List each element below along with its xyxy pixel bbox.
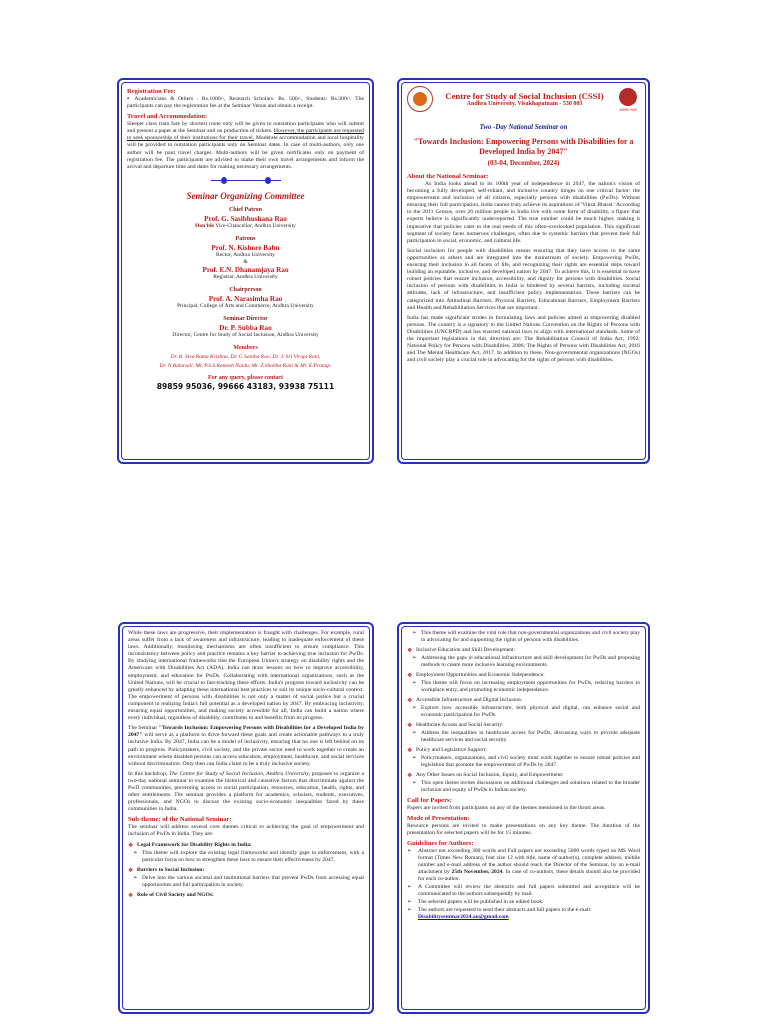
chief-patron-desc: Hon'ble Vice-Chancellor, Andhra University	[195, 222, 296, 229]
guideline-item: ➢ Abstract not exceeding 300 words and Full papers not exceeding 5000 words typed on MS Word format (Times New Roman), font size 12 with title, name of author(s), complete address, mobile number and e-mail address of the author should reach the Director of the Seminar, by an e-mail attachment by 25th November, 2024. In case of co-authors, these details should also be provided for each co-author.	[407, 848, 640, 883]
brochure-panel-themes	[397, 622, 650, 1014]
director-desc: Director, Centre for Study of Social Inclusion, Andhra University	[172, 331, 319, 338]
members-line-2: Dr. N.Babavali, Mr. P.S.S.Ramesh Naidu, Mr. Z.Shobha Rani & Mr. E.Pranup.	[159, 362, 332, 369]
seminar-type: Two -Day National Seminar on	[479, 124, 568, 131]
query-label: For any query, please contact	[207, 374, 284, 381]
guidelines-heading: Guidelines for Authors:	[407, 840, 474, 848]
members-role: Members	[233, 344, 258, 351]
subtheme-heading: Sub-theme: of the National Seminar:	[128, 816, 232, 824]
theme-item: ❖ Healthcare Access and Social Security:	[407, 722, 640, 729]
guidelines-list	[407, 848, 640, 921]
brochure-panel-organizing	[117, 78, 374, 464]
theme-description: ➢ This open theme invites discussions on additional challenges and solutions related to the broader inclusion and equity of PwDs in Indian society.	[407, 780, 640, 794]
mode-heading: Mode of Presentation:	[407, 815, 470, 823]
background-paragraph-1: While these laws are progressive, their implementation is fraught with challenges. For example, rural areas suffer from a lack of awareness and infrastructure, leading to inadequate enforcement of these laws. Additionally, monitoring mechanisms are often insufficient to ensure compliance. This inconsistency between policy and practice remains a key barrier to achieving true inclusion for PwDs. By studying international frameworks like the European Union's strategy on disability rights and the Americans with Disabilities Act (ADA), India can draw lessons on how to improve accessibility, employment, and education for PwDs. Collaborating with international organizations, such as the United Nations, will be crucial to fast-tracking these efforts. India's progress toward inclusivity can be greatly enhanced by adapting these international best practices to suit its unique socio-cultural context. The empowerment of persons with disabilities is not only a matter of social justice but a crucial component in realizing India's full potential as a developed nation by 2047. By embracing inclusivity, ensuring equal opportunities, and making society accessible for all, India can build a nation where every individual, regardless of disability, contributes to and benefits from its progress.	[128, 630, 364, 722]
theme-item: ❖ Employment Opportunities and Economic Independence:	[407, 672, 640, 679]
about-heading: About the National Seminar:	[407, 173, 489, 180]
theme-item: ❖ Legal Framework for Disability Rights in India:	[128, 842, 364, 849]
director-role: Seminar Director	[223, 315, 268, 322]
university-address: Andhra University, Visakhapatnam - 530 003	[466, 101, 583, 107]
chief-patron-role: Chief Patron	[228, 206, 263, 213]
guideline-item: ➢ A Committee will review the abstracts and full papers submitted and acceptance will be communicated to the authors subsequently by mail.	[407, 884, 640, 898]
registration-heading: Registration Fee:	[127, 88, 176, 95]
theme-description: ➢ This theme will examine the vital role that non-governmental organizations and civil society play in advocating for and supporting the rights of persons with disabilities.	[407, 630, 640, 644]
background-paragraph-3: In this backdrop, The Centre for Study of Social Inclusion, Andhra University, proposes to organize a two-day national seminar to examine the historical and causative factors that discriminate against the PwD communities, preventing access to social participation, resources, education, health, rights, and other entitlements. The seminar provides a platform for academics, scholars, students, executives, professionals, and NGOs to discuss the existing socio-economic inequalities faced by these communities in India.	[128, 770, 364, 813]
seminar-date: (03-04, December, 2024)	[487, 159, 560, 167]
theme-description: ➢ This theme will focus on increasing employment opportunities for PwDs, reducing barriers to workplace entry, and promoting economic independence.	[407, 680, 640, 694]
theme-description: ➢ Addressing the gaps in educational infrastructure and skill development for PwDs and proposing methods to create more inclusive learning environments.	[407, 655, 640, 669]
brochure-panel-cover	[397, 78, 650, 464]
patron1-desc: Rector, Andhra University	[216, 251, 275, 258]
theme-list	[128, 842, 364, 849]
about-paragraph-3: India has made significant strides in formulating laws and policies aimed at empowering disabled persons. The country is a signatory to the United Nations Convention on the Rights of Persons with Disabilities (UNCRPD) and has enacted national laws to align with international standards. Some of the important legislations in this direction are: The Rehabilitation Council of India Act, 1992; National Policy for Persons with Disabilities, 2006; The Rights of Persons with Disabilities Act, 2016 and The Mental Healthcare Act, 2017. In addition to these, Non-governmental organizations (NGOs) and civil society play a crucial role in advocating for the rights of persons with disabilities.	[407, 314, 640, 364]
brochure-panel-background	[118, 622, 374, 1014]
centre-title: Centre for Study of Social Inclusion (CSSI)	[445, 91, 604, 101]
theme-item: ❖ Inclusive Education and Skill Development:	[407, 647, 640, 654]
subtheme-intro: The seminar will address several core themes critical to achieving the goal of empowerment and inclusion of PwDs in India. They are:	[128, 824, 364, 838]
travel-text: Sleeper class train fare by shortest route only will be given to outstation participants who will submit and present a paper at the Seminar and on production of tickets. However, the participants are requested to seek sponsorship of their institutions for their travel. Moderate accommodation and local hospitality will be provided to outstation participants only on Seminar dates. In case of multi-authors, only one author will be paid travel charges. Multi-authors will be given certificates only on payment of registration fee. The participants are advised to make their own travel arrangements and inform the arrival and departure time and dates for making necessary arrangements.	[127, 121, 365, 170]
national-emblem-logo: सत्यमेव जयते	[616, 86, 640, 116]
theme-item: ❖ Policy and Legislative Support:	[407, 747, 640, 754]
call-heading: Call for Papers:	[407, 797, 452, 804]
guideline-item: ➢ The authors are requested to send their abstracts and full papers to the e-mail: Disabilityseminar2024.au@gmail.com	[407, 907, 640, 921]
about-paragraph-2: Social inclusion for people with disabilities means ensuring that they have access to the same opportunities as others and are integrated into the mainstream of society. Empowering PwDs, ensuring their inclusion in all facets of life, and recognizing their rights are essential steps toward building an equitable, inclusive, and developed nation by 2047. To achieve this, it is essential to have robust policies that ensure inclusion, accessibility, and dignity for persons with disabilities. Social inclusion of persons with disabilities in India is hindered by several barriers, including societal attitudes, lack of infrastructure, and insufficient policy implementation. These barriers can be categorized into Attitudinal Barriers, Physical Barriers, Educational Barriers, Employment Barriers and Health and Rehabilitation Services that are important.	[407, 247, 640, 311]
email-link[interactable]: Disabilityseminar2024.au@gmail.com	[418, 914, 509, 921]
contact-phones: 89859 95036, 99666 43183, 93938 75111	[156, 381, 335, 391]
theme-description: ➢ Policymakers, organizations, and civil society must work together to ensure robust policies and legislation that promote the empowerment of PwDs by 2047.	[407, 755, 640, 769]
members-line-1: Dr. B. Siva Rama Krishna, Dr. G Santha Rao, Dr. J. Sri Viraja Rani,	[170, 353, 321, 360]
chief-patron-name: Prof. G. Sasibhushana Rao	[204, 214, 287, 223]
theme-description: ➢ Explore how accessible infrastructure, both physical and digital, can enhance social and economic participation for PwDs.	[407, 705, 640, 719]
patron2-desc: Registrar, Andhra University	[213, 273, 278, 280]
theme-item: ❖ Any Other Issues on Social Inclusion, Equity, and Empowerment:	[407, 772, 640, 779]
travel-heading: Travel and Accommodation:	[127, 113, 208, 121]
about-paragraph-1: As India looks ahead to its 100th year of independence in 2047, the nation's vision of becoming a fully developed, self-reliant, and inclusive country hinges on one critical factor: the empowerment and inclusion of all citizens, especially persons with disabilities (PwDs). Without ensuring their full participation, India cannot truly achieve its aspirations of 'Viksit Bharat.' According to the 2011 Census, over 26 million people in India live with some form of disability, a figure that experts believe is significantly underreported. The true number could be much higher, making it imperative that policies cater to the real needs of this often-overlooked population. This significant segment of society faces numerous challenges, often due to systemic barriers that prevent their full participation in social, economic, and cultural life.	[407, 181, 640, 244]
theme-description: ➢ Delve into the various societal and institutional barriers that prevent PwDs from accessing equal opportunities and full participation in society.	[128, 875, 364, 889]
chair-name: Prof. A. Narasimha Rao	[208, 294, 283, 303]
theme-item: ❖ Accessible Infrastructure and Digital Inclusion:	[407, 697, 640, 704]
theme-item: ❖ Barriers to Social Inclusion:	[128, 867, 364, 874]
director-name: Dr. P. Subba Rao	[219, 323, 272, 332]
ornament-divider	[211, 177, 281, 185]
patron2-name: Prof. E.N. Dhanamjaya Rao	[202, 265, 289, 274]
seminar-title: "Towards Inclusion: Empowering Persons with Disabilities for a Developed India by 2047"	[413, 137, 634, 156]
committee-title: Seminar Organizing Committee	[186, 190, 305, 201]
theme-item: ❖ Role of Civil Society and NGOs:	[128, 892, 364, 899]
theme-description: ➢ This theme will explore the existing legal frameworks and identify gaps in enforcement, with a particular focus on how to strengthen these laws to ensure their effectiveness by 2047.	[128, 850, 364, 864]
university-logo	[407, 86, 433, 112]
guideline-item: ➢ The selected papers will be published in an edited book.	[407, 899, 640, 906]
registration-text: ▪ Academicians & Others : Rs.1000/-, Research Scholars: Rs. 500/-, Students: Rs.300/-. The participants can pay the registration fee at the Seminar Venue and obtain a receipt.	[127, 96, 364, 110]
background-paragraph-2: The Seminar "Towards Inclusion: Empowering Persons with Disabilities for a Developed India by 2047" will serve as a platform to drive forward these goals and create actionable pathways to a truly inclusive India. By 2047, India can be a model of inclusivity, ensuring that no one is left behind on its path to progress. Policymakers, civil society, and the private sector need to work together to create an environment where disabled persons can access education, employment, healthcare, and social services without discrimination. Only then can India claim to be a truly inclusive society.	[128, 725, 365, 767]
patrons-role: Patrons	[235, 235, 256, 242]
patron1-name: Prof. N. Kishore Babu	[211, 243, 280, 252]
call-text: Papers are invited from participants on any of the themes mentioned in the thrust areas.	[407, 805, 606, 811]
chair-desc: Principal, College of Arts and Commerce, Andhra University	[177, 302, 314, 309]
cover-header	[407, 86, 640, 116]
chair-role: Chairperson	[229, 286, 262, 293]
theme-description: ➢ Address the inequalities in healthcare access for PwDs, discussing ways to provide adequate healthcare services and social security.	[407, 730, 640, 744]
mode-text: Resource persons are invited to make presentations on any key theme. The duration of the presentation for selected papers will be for 15 minutes.	[407, 823, 640, 837]
patrons-ampersand: &	[243, 258, 248, 265]
